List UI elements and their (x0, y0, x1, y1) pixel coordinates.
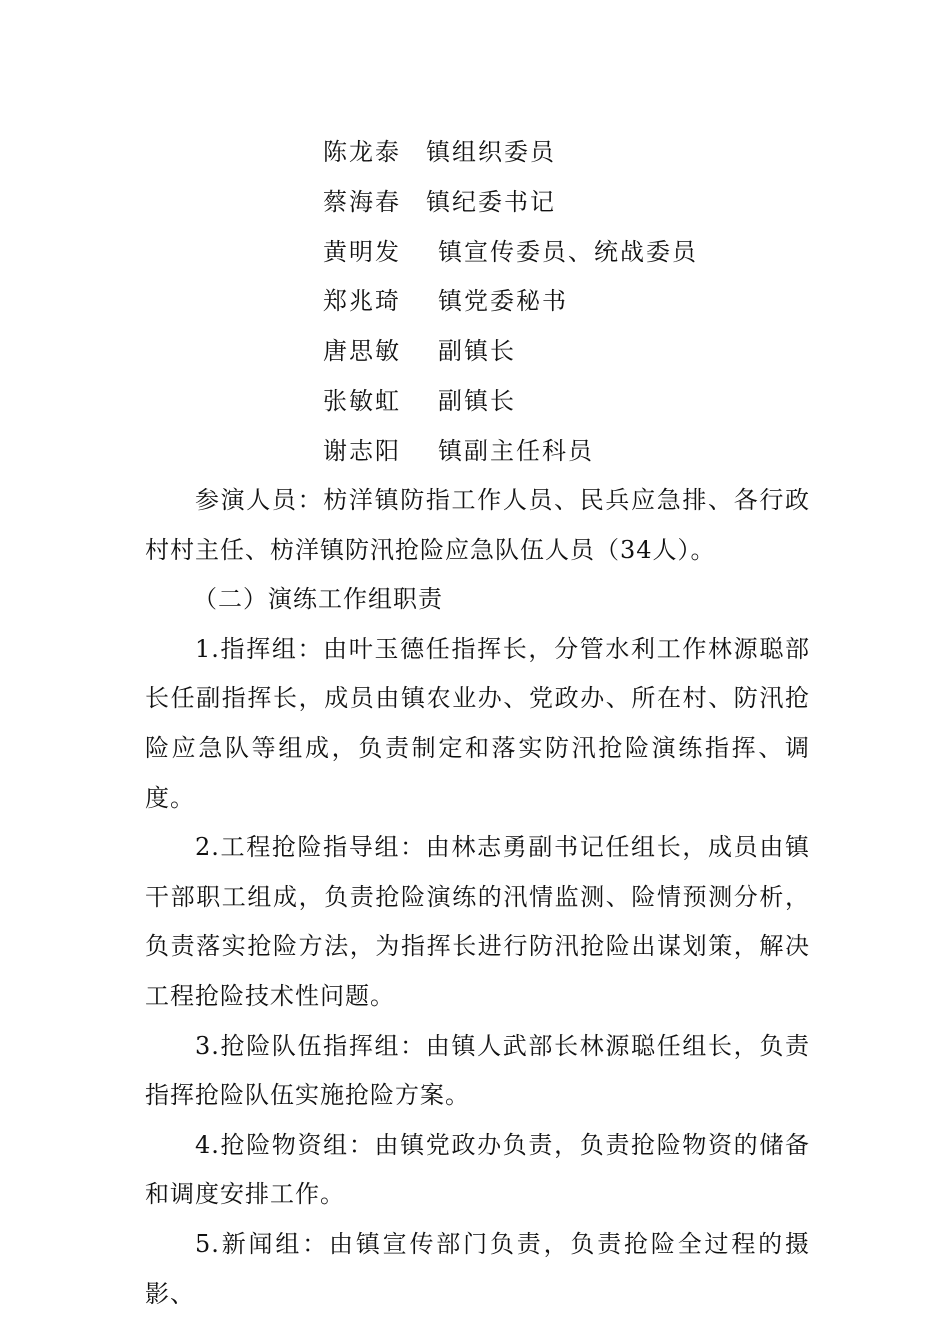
roster-name: 陈龙泰 (323, 138, 401, 166)
roster-title: 镇组织委员 (426, 138, 556, 166)
duty-item-3: 3.抢险队伍指挥组：由镇人武部长林源聪任组长，负责指挥抢险队伍实施抢险方案。 (145, 1031, 810, 1110)
roster-row (323, 178, 556, 228)
roster-row (323, 377, 516, 427)
roster-list (323, 128, 698, 477)
roster-name: 黄明发 (323, 237, 401, 266)
roster-name: 郑兆琦 (323, 287, 401, 316)
duty-item-2: 2.工程抢险指导组：由林志勇副书记任组长，成员由镇干部职工组成，负责抢险演练的汛情监测、险情预测分析，负责落实抢险方法，为指挥长进行防汛抢险出谋划策，解决工程抢险技术性问题。 (145, 833, 810, 1010)
participants-paragraph: 参演人员：枋洋镇防指工作人员、民兵应急排、各行政村村主任、枋洋镇防汛抢险应急队伍人员（34人）。 (145, 486, 810, 564)
roster-row (323, 427, 594, 477)
roster-title: 镇宣传委员、统战委员 (438, 237, 698, 266)
roster-row (323, 128, 556, 178)
duty-item-5: 5.新闻组：由镇宣传部门负责，负责抢险全过程的摄影、 (145, 1229, 810, 1308)
roster-title: 副镇长 (438, 386, 516, 415)
roster-name: 张敏虹 (323, 386, 401, 415)
roster-row (323, 228, 698, 278)
roster-title: 镇副主任科员 (438, 436, 594, 465)
duty-item-4: 4.抢险物资组：由镇党政办负责，负责抢险物资的储备和调度安排工作。 (145, 1130, 810, 1209)
section-heading: （二）演练工作组职责 (193, 585, 443, 614)
roster-name: 唐思敏 (323, 337, 401, 366)
roster-row (323, 277, 568, 327)
roster-name: 蔡海春 (323, 187, 401, 216)
roster-title: 副镇长 (438, 337, 516, 366)
roster-title: 镇纪委书记 (426, 187, 556, 216)
roster-title: 镇党委秘书 (438, 287, 568, 316)
roster-name: 谢志阳 (323, 436, 401, 465)
duty-item-1: 1.指挥组：由叶玉德任指挥长，分管水利工作林源聪部长任副指挥长，成员由镇农业办、党政办、所在村、防汛抢险应急队等组成，负责制定和落实防汛抢险演练指挥、调度。 (145, 634, 810, 812)
body-text (145, 476, 810, 1319)
roster-row (323, 327, 516, 377)
